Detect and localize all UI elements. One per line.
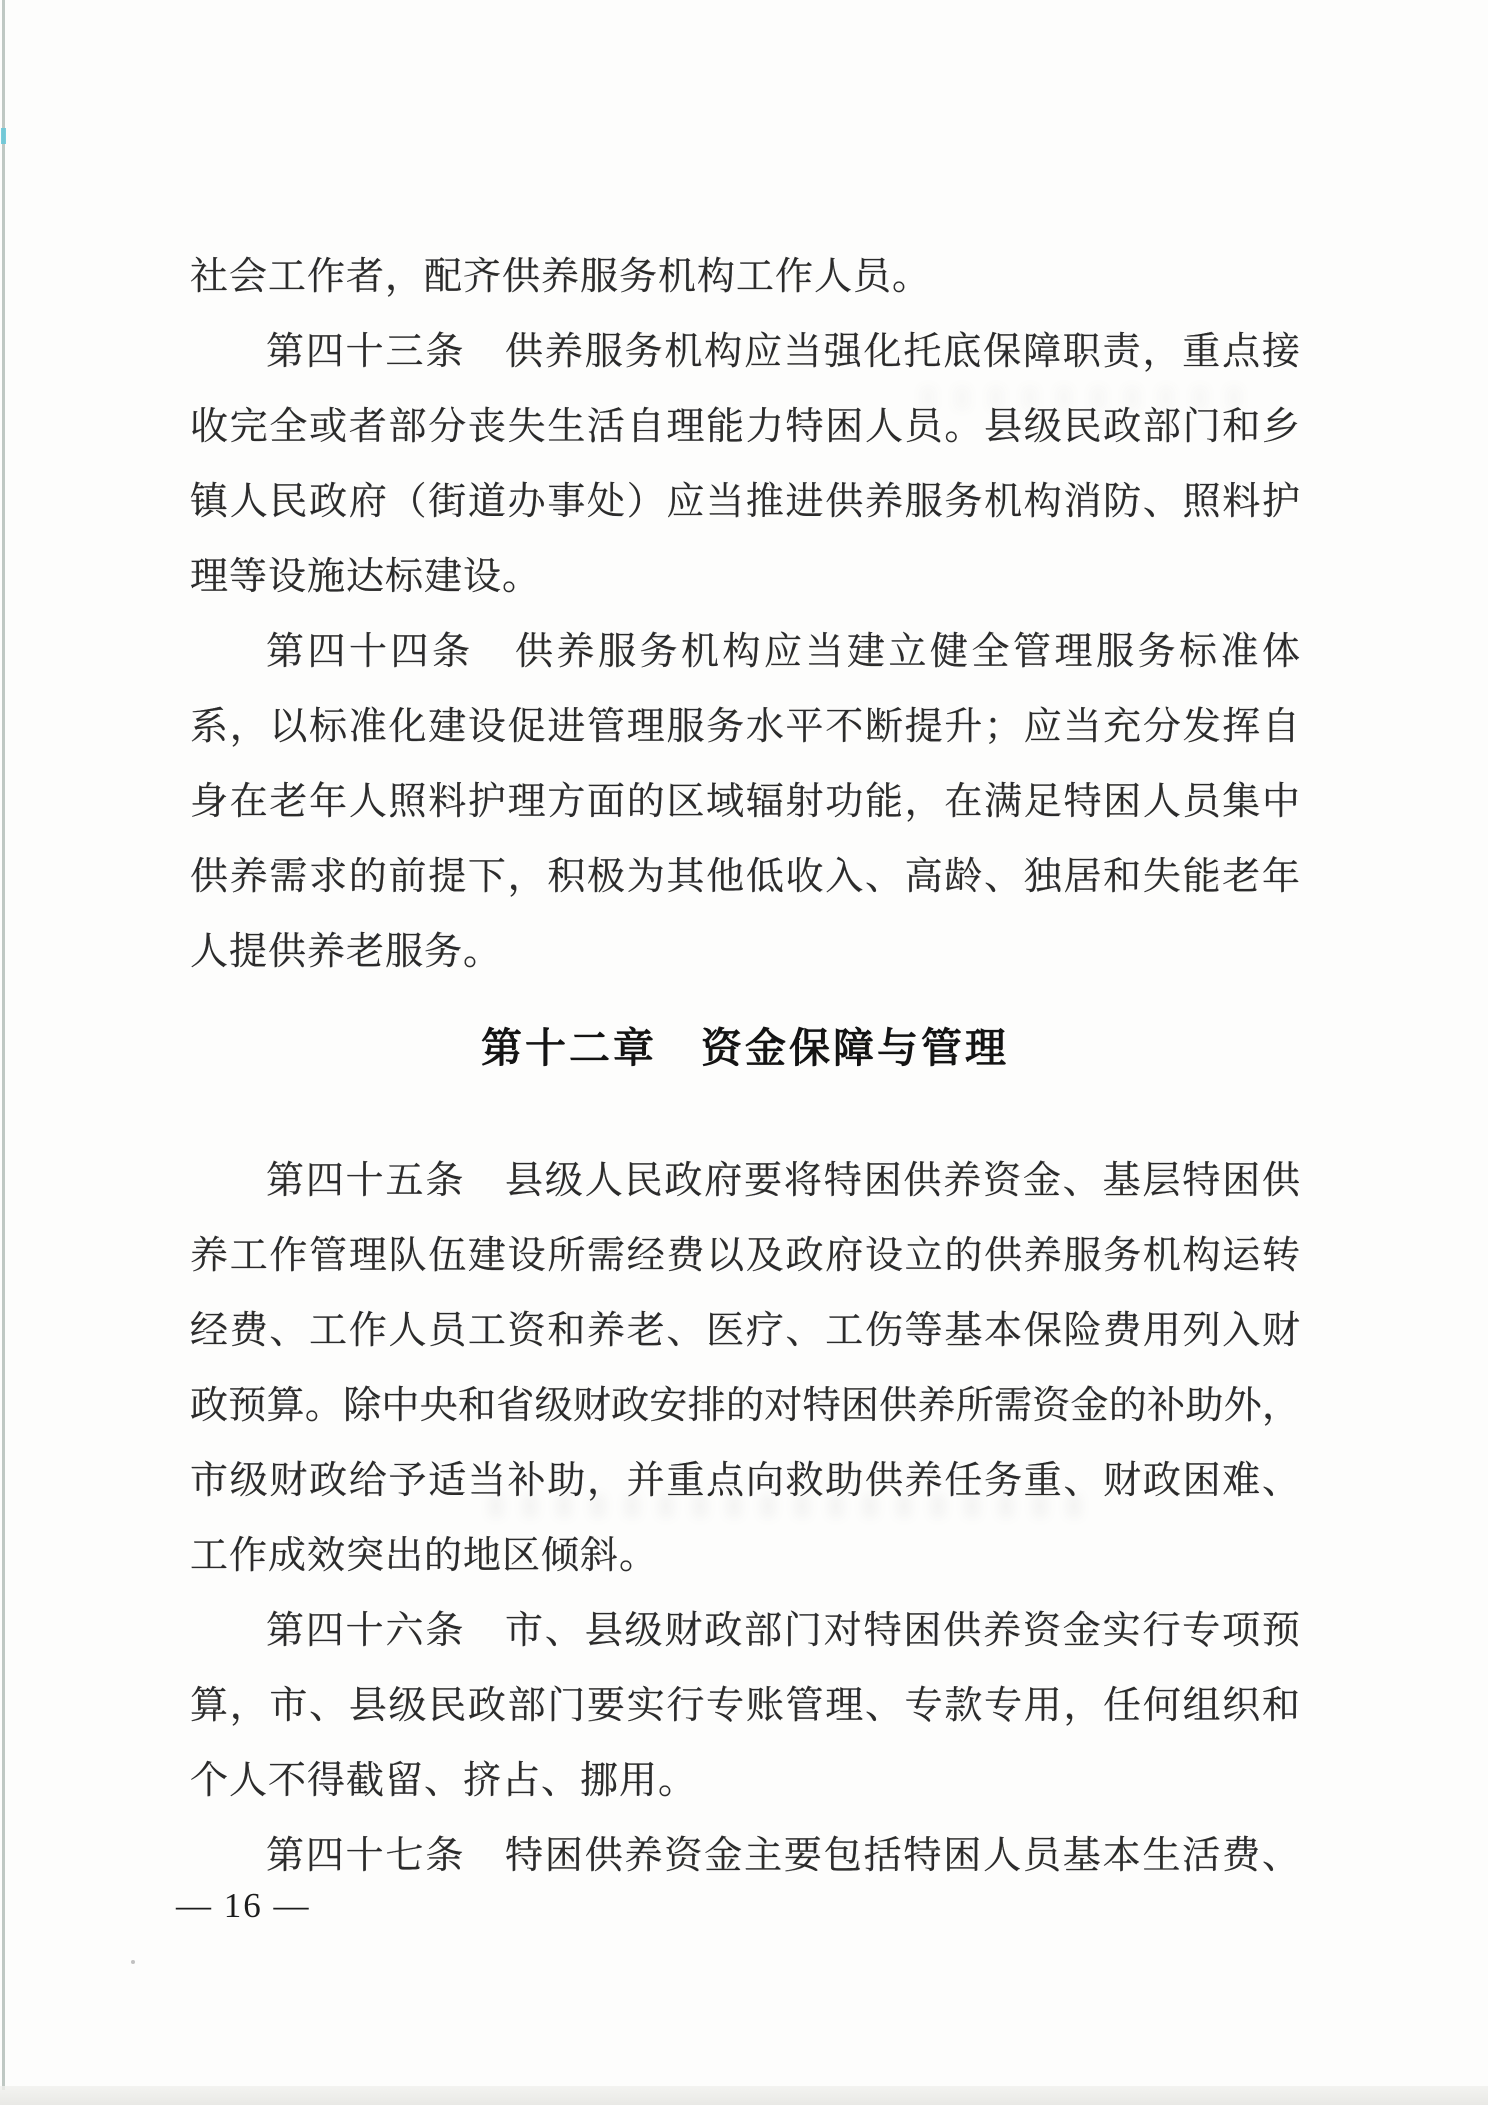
scan-speck (131, 1960, 135, 1964)
document-line: 算，市、县级民政部门要实行专账管理、专款专用，任何组织和 (190, 1685, 1300, 1727)
scan-bottom-edge (0, 2086, 1488, 2105)
scan-edge-line (2, 0, 5, 2090)
document-line: 人提供养老服务。 (190, 931, 503, 973)
document-line: 经费、工作人员工资和养老、医疗、工伤等基本保险费用列入财 (190, 1310, 1300, 1352)
document-line: 政预算。除中央和省级财政安排的对特困供养所需资金的补助外， (190, 1385, 1300, 1427)
document-line: 供养需求的前提下，积极为其他低收入、高龄、独居和失能老年 (190, 856, 1300, 898)
chapter-heading: 第十二章 资金保障与管理 (481, 1025, 1009, 1071)
document-line: 镇人民政府（街道办事处）应当推进供养服务机构消防、照料护 (190, 481, 1300, 523)
document-line: 理等设施达标建设。 (190, 556, 542, 598)
document-line: 第四十七条 特困供养资金主要包括特困人员基本生活费、 (266, 1835, 1300, 1877)
document-line: 第四十四条 供养服务机构应当建立健全管理服务标准体 (266, 631, 1300, 673)
page-number: — 16 — (176, 1886, 311, 1925)
document-body (190, 0, 1300, 1894)
document-line: 养工作管理队伍建设所需经费以及政府设立的供养服务机构运转 (190, 1235, 1300, 1277)
document-line: 收完全或者部分丧失生活自理能力特困人员。县级民政部门和乡 (190, 406, 1300, 448)
document-line: 身在老年人照料护理方面的区域辐射功能，在满足特困人员集中 (190, 781, 1300, 823)
document-line: 个人不得截留、挤占、挪用。 (190, 1760, 698, 1802)
document-line: 社会工作者，配齐供养服务机构工作人员。 (190, 256, 932, 298)
document-line: 第四十三条 供养服务机构应当强化托底保障职责，重点接 (266, 331, 1300, 373)
document-line: 第四十六条 市、县级财政部门对特困供养资金实行专项预 (266, 1610, 1300, 1652)
document-line: 系，以标准化建设促进管理服务水平不断提升；应当充分发挥自 (190, 706, 1300, 748)
document-line: 工作成效突出的地区倾斜。 (190, 1535, 659, 1577)
scan-edge-cyan-tick (1, 128, 6, 144)
document-line: 第四十五条 县级人民政府要将特困供养资金、基层特困供 (266, 1160, 1300, 1202)
document-line: 市级财政给予适当补助，并重点向救助供养任务重、财政困难、 (190, 1460, 1300, 1502)
